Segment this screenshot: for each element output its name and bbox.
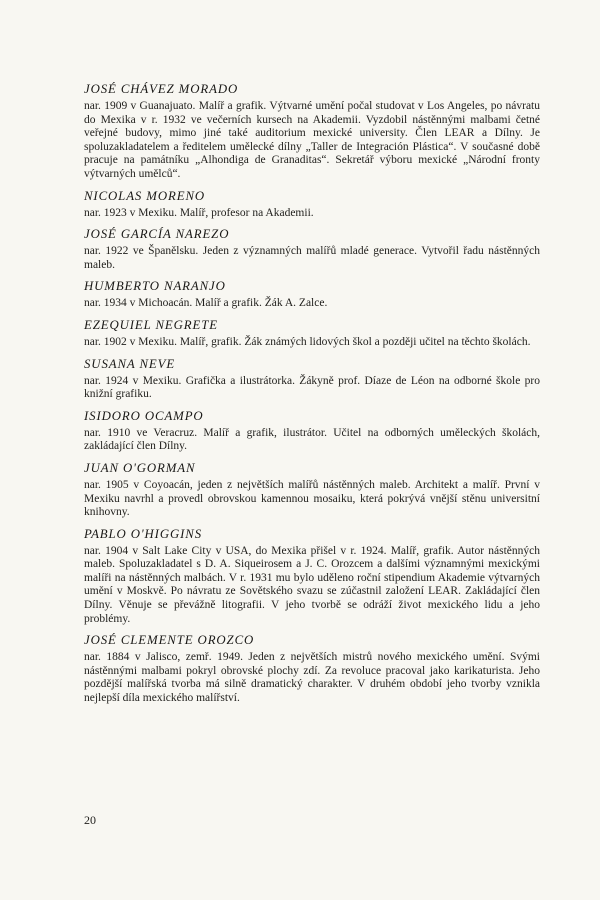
artist-name: JOSÉ CHÁVEZ MORADO [84,82,239,96]
artist-bio: nar. 1910 ve Veracruz. Malíř a grafik, ilustrátor. Učitel na odborných uměleckých školách, zakládající člen Dílny. [84,426,540,453]
artist-entry [84,356,540,402]
artist-bio: nar. 1922 ve Španělsku. Jeden z významných malířů mladé generace. Vytvořil řadu nástěnných maleb. [84,245,540,271]
artist-bio: nar. 1923 v Mexiku. Malíř, profesor na Akademii. [84,206,314,219]
artist-entry [84,278,540,311]
artist-name: ISIDORO OCAMPO [84,408,204,423]
artist-entry [84,188,540,221]
artist-name: NICOLAS MORENO [84,188,206,203]
artist-entry [84,632,540,705]
artist-name: EZEQUIEL NEGRETE [84,317,218,332]
artist-entries [84,81,540,712]
artist-bio: nar. 1924 v Mexiku. Grafička a ilustrátorka. Žákyně prof. Díaze de Léon na odborné škole pro knižní grafiku. [84,374,540,401]
artist-entry [84,81,540,182]
artist-entry [84,460,540,520]
artist-name: JUAN O'GORMAN [84,460,196,475]
artist-bio: nar. 1905 v Coyoacán, jeden z největších malířů nástěnných maleb. Architekt a malíř. První v Mexiku navrhl a provedl obrovskou kamennou mosaiku, která pokrývá vnější stěnu universitní knihovny. [84,478,540,519]
artist-bio: nar. 1884 v Jalisco, zemř. 1949. Jeden z největších mistrů nového mexického umění. Svými nástěnnými malbami pokryl obrovské plochy zdí. Za revoluce pracoval jako karikaturista. Jeho pozdější malířská tvorba má silně dramatický charakter. V druhém období jeho tvorby vznikla nejlepší díla mexického malířství. [84,651,540,705]
artist-bio: nar. 1902 v Mexiku. Malíř, grafik. Žák známých lidových škol a později učitel na těchto školách. [84,335,531,348]
artist-entry [84,408,540,454]
artist-name: SUSANA NEVE [84,356,176,371]
artist-name: JOSÉ CLEMENTE OROZCO [84,633,255,648]
artist-bio: nar. 1909 v Guanajuato. Malíř a grafik. Výtvarné umění počal studovat v Los Angeles, po návratu do Mexika v r. 1932 ve večerních kursech na Akademii. Vyzdobil nástěnnými malbami četné veřejné budovy, mimo jiné také auditorium mexické university. Člen LEAR a Dílny. Je spoluzakladatelem a ředitelem umělecké dílny „Taller de Integración Plástica“. V současné době pracuje na památníku „Alhondiga de Granaditas“. Sekretář výboru mexické „Národní fronty výtvarných umělců“. [84,100,540,180]
artist-name: JOSÉ GARCÍA NAREZO [84,227,230,242]
artist-bio: nar. 1904 v Salt Lake City v USA, do Mexika přišel v r. 1924. Malíř, grafik. Autor nástěnných maleb. Spoluzakladatel s D. A. Siqueirosem a J. C. Orozcem a dalšími významnými mexickými malíři na nástěnných malbách. V r. 1931 mu bylo uděleno roční stipendium Akademie výtvarných umění v Moskvě. Po návratu ze Sovětského svazu se zúčastnil založení LEAR. Zakládající člen Dílny. Věnuje se převážně litografii. V jeho tvorbě se odráží život mexického lidu a jeho problémy. [84,544,540,625]
artist-name: HUMBERTO NARANJO [84,279,226,294]
page-number: 20 [84,813,96,827]
artist-entry [84,526,540,627]
artist-bio: nar. 1934 v Michoacán. Malíř a grafik. Žák A. Zalce. [84,297,328,310]
artist-entry [84,317,540,350]
artist-name: PABLO O'HIGGINS [84,526,203,541]
artist-entry [84,226,540,272]
